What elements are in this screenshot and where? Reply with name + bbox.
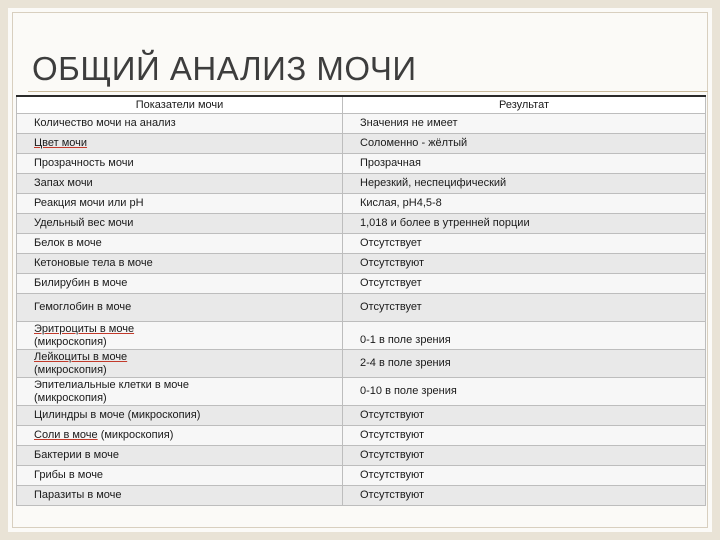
result-cell: Отсутствует bbox=[343, 294, 706, 322]
result-cell: Отсутствуют bbox=[343, 426, 706, 446]
result-cell: Отсутствуют bbox=[343, 254, 706, 274]
indicator-cell bbox=[17, 378, 343, 406]
table-row bbox=[17, 378, 706, 406]
indicator-link[interactable]: Эритроциты в моче bbox=[34, 322, 135, 335]
title-divider bbox=[28, 91, 708, 92]
indicator-note: (микроскопия) bbox=[34, 363, 107, 376]
result-cell: Кислая, pH4,5-8 bbox=[343, 194, 706, 214]
header-indicators: Показатели мочи bbox=[17, 96, 343, 114]
table-row bbox=[17, 466, 706, 486]
result-cell: Отсутствуют bbox=[343, 466, 706, 486]
table-row bbox=[17, 350, 706, 378]
result-cell: Отсутствуют bbox=[343, 446, 706, 466]
indicator-cell: Цилиндры в моче (микроскопия) bbox=[17, 406, 343, 426]
result-cell: 1,018 и более в утренней порции bbox=[343, 214, 706, 234]
indicator-note: (микроскопия) bbox=[34, 391, 107, 404]
indicator-cell: Бактерии в моче bbox=[17, 446, 343, 466]
result-cell: 0-10 в поле зрения bbox=[343, 378, 706, 406]
indicator-cell: Запах мочи bbox=[17, 174, 343, 194]
table-row bbox=[17, 406, 706, 426]
table-row bbox=[17, 274, 706, 294]
indicator-cell bbox=[17, 322, 343, 350]
result-cell: Значения не имеет bbox=[343, 114, 706, 134]
indicator-link[interactable]: Лейкоциты в моче bbox=[34, 350, 128, 363]
indicator-cell bbox=[17, 350, 343, 378]
indicator-cell: Прозрачность мочи bbox=[17, 154, 343, 174]
indicator-note: (микроскопия) bbox=[34, 335, 107, 348]
table-row bbox=[17, 114, 706, 134]
header-result: Результат bbox=[343, 96, 706, 114]
table-row bbox=[17, 234, 706, 254]
result-cell: 2-4 в поле зрения bbox=[343, 350, 706, 378]
result-cell: Отсутствуют bbox=[343, 486, 706, 506]
indicator-cell: Белок в моче bbox=[17, 234, 343, 254]
indicator-note: (микроскопия) bbox=[100, 429, 174, 441]
indicator-cell: Билирубин в моче bbox=[17, 274, 343, 294]
table-row bbox=[17, 294, 706, 322]
table-row bbox=[17, 214, 706, 234]
page-title: ОБЩИЙ АНАЛИЗ МОЧИ bbox=[32, 50, 417, 87]
table-row bbox=[17, 194, 706, 214]
result-cell: Отсутствует bbox=[343, 274, 706, 294]
result-cell: 0-1 в поле зрения bbox=[343, 322, 706, 350]
indicator-cell: Паразиты в моче bbox=[17, 486, 343, 506]
indicator-cell: Количество мочи на анализ bbox=[17, 114, 343, 134]
indicator-cell bbox=[17, 134, 343, 154]
indicator-cell: Грибы в моче bbox=[17, 466, 343, 486]
result-cell: Прозрачная bbox=[343, 154, 706, 174]
indicator-link[interactable]: Цвет мочи bbox=[34, 137, 88, 149]
result-cell: Отсутствует bbox=[343, 234, 706, 254]
table-row bbox=[17, 486, 706, 506]
result-cell: Соломенно - жёлтый bbox=[343, 134, 706, 154]
indicator-cell: Гемоглобин в моче bbox=[17, 294, 343, 322]
urinalysis-table bbox=[16, 95, 706, 506]
table-row bbox=[17, 426, 706, 446]
indicator-cell bbox=[17, 426, 343, 446]
result-cell: Нерезкий, неспецифический bbox=[343, 174, 706, 194]
result-cell: Отсутствуют bbox=[343, 406, 706, 426]
table-row bbox=[17, 322, 706, 350]
indicator-cell: Удельный вес мочи bbox=[17, 214, 343, 234]
indicator-cell: Кетоновые тела в моче bbox=[17, 254, 343, 274]
indicator-text: Эпителиальные клетки в моче bbox=[34, 378, 190, 391]
table-row bbox=[17, 134, 706, 154]
table-row bbox=[17, 174, 706, 194]
indicator-cell: Реакция мочи или pH bbox=[17, 194, 343, 214]
table-row bbox=[17, 154, 706, 174]
table-row bbox=[17, 446, 706, 466]
table-row bbox=[17, 254, 706, 274]
indicator-link[interactable]: Соли в моче bbox=[34, 429, 98, 441]
